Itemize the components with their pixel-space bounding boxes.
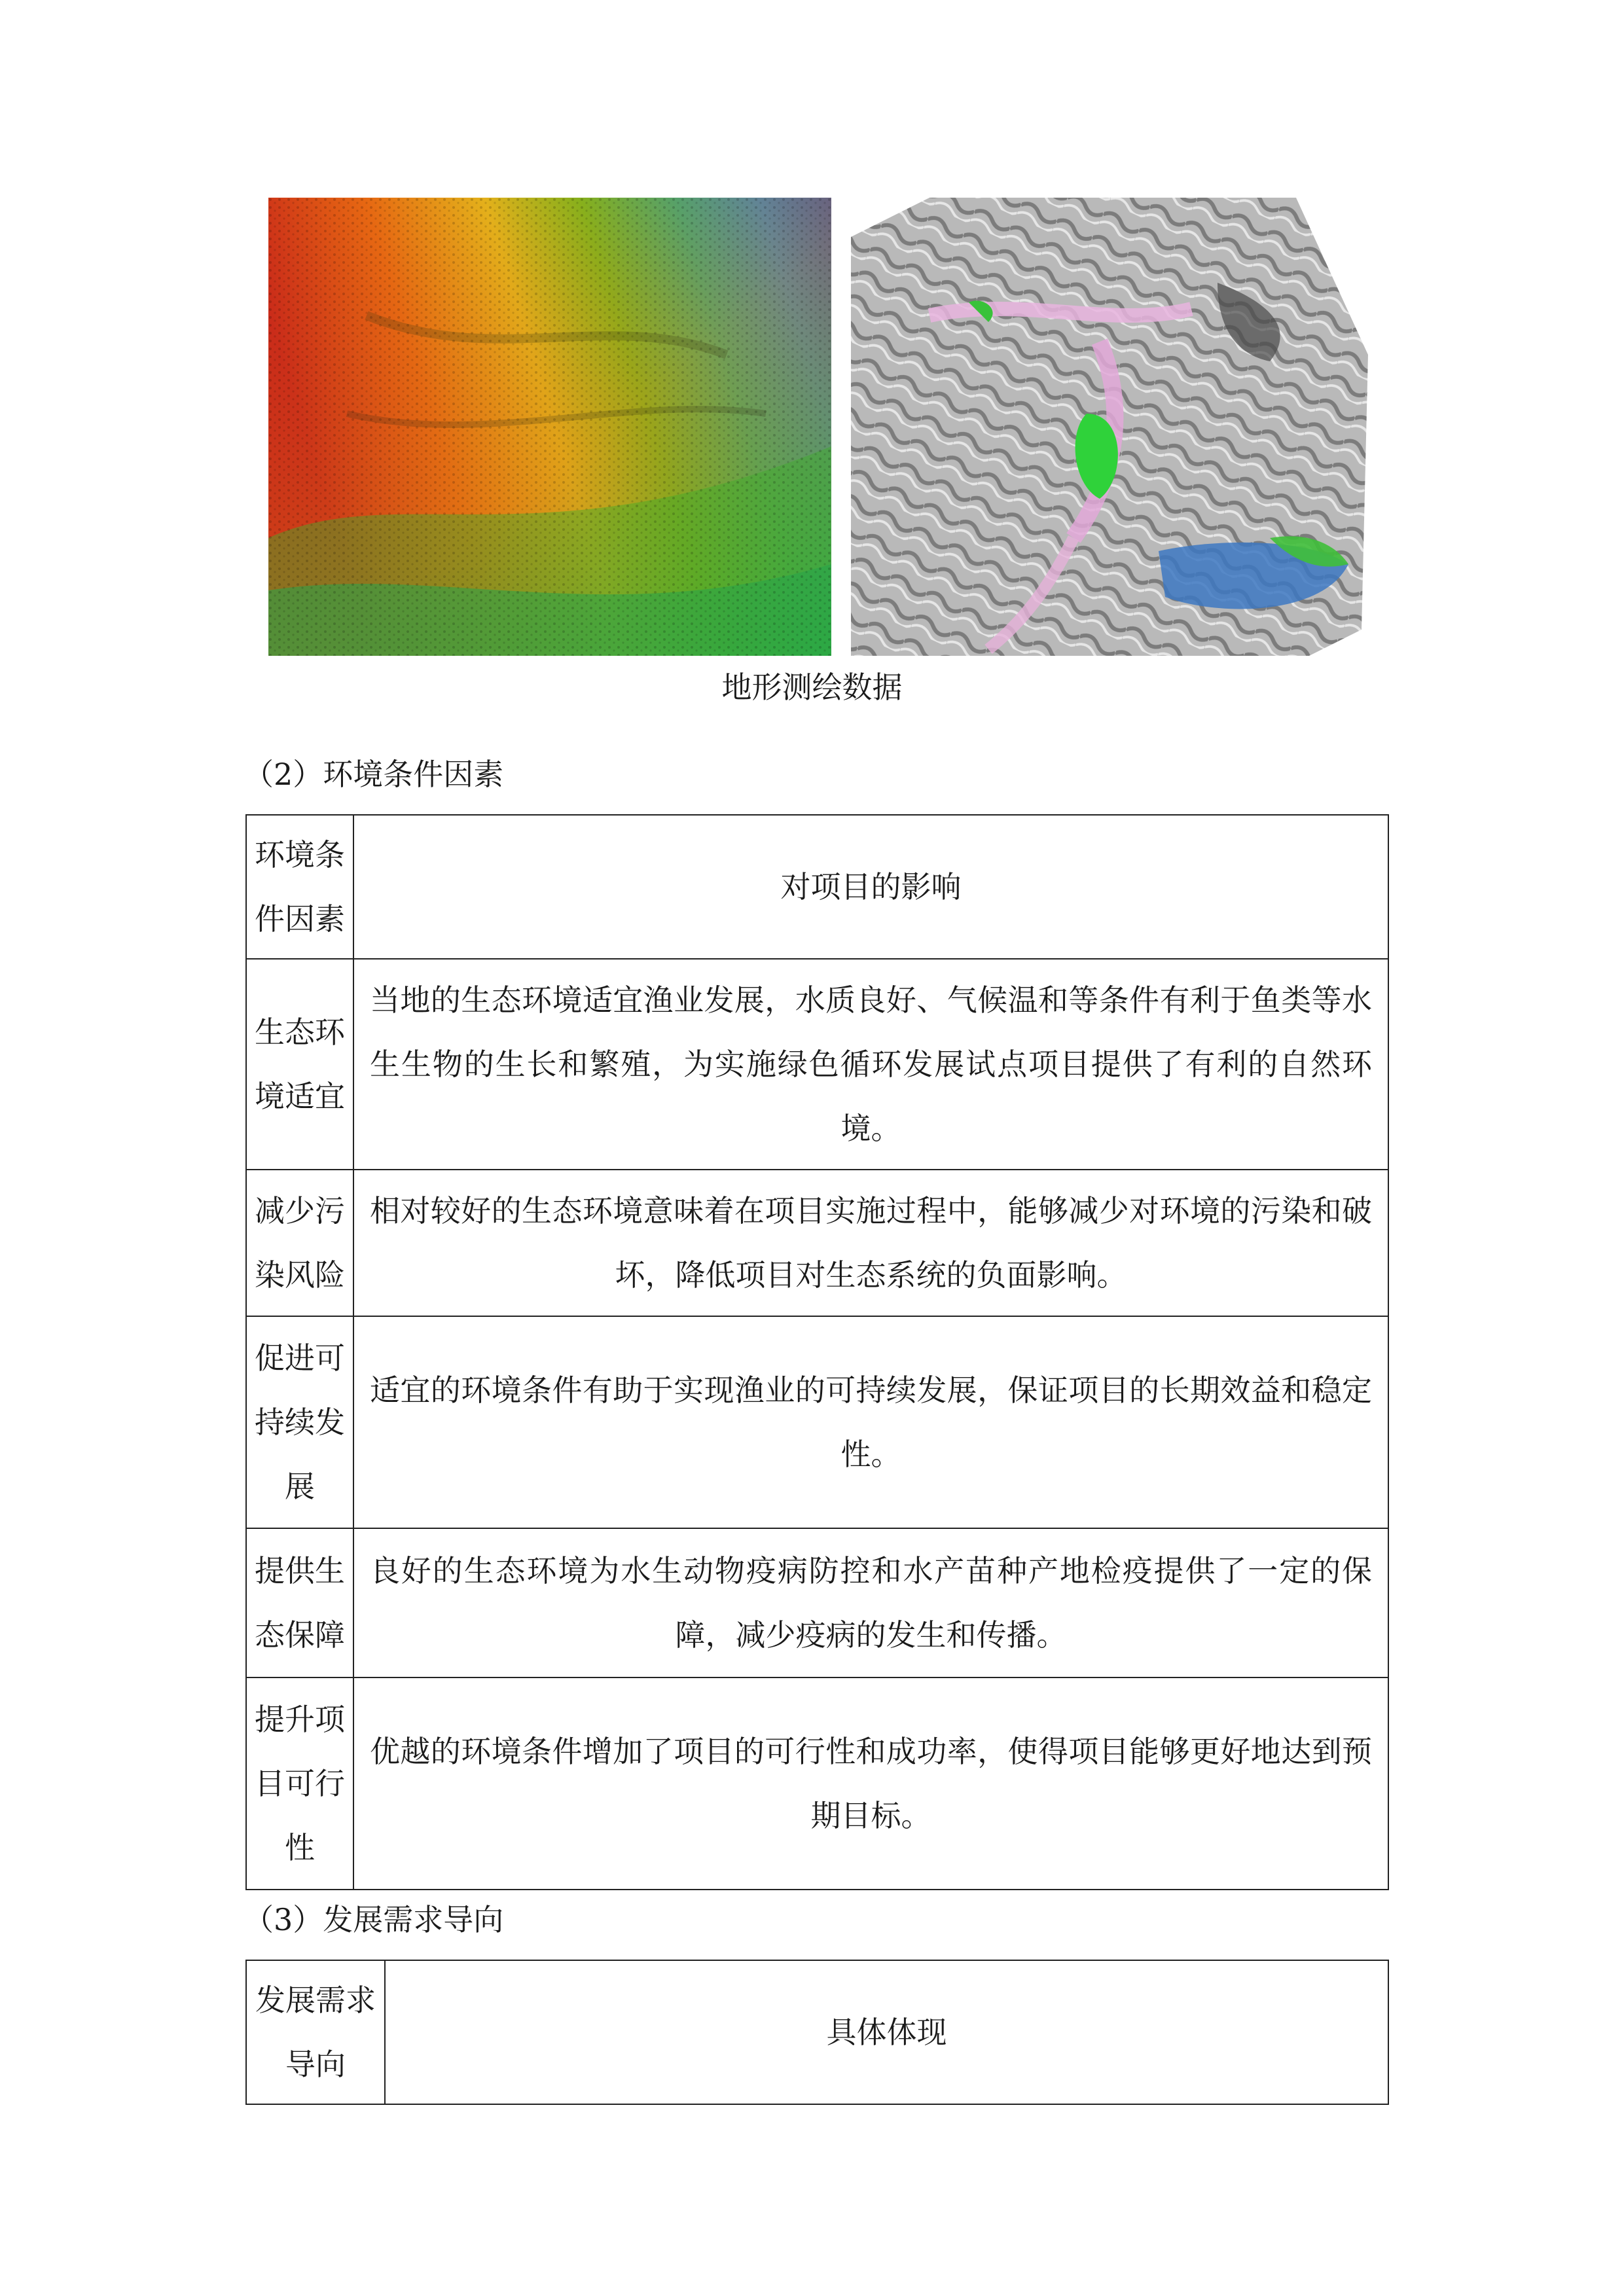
table-row xyxy=(246,1316,1388,1528)
header-cell-need: 发展需求导向 xyxy=(246,1960,385,2104)
terrain-land-use-map-image xyxy=(851,198,1368,656)
factor-cell: 促进可持续发展 xyxy=(246,1316,353,1528)
impact-cell: 相对较好的生态环境意味着在项目实施过程中，能够减少对环境的污染和破坏，降低项目对生态系统的负面影响。 xyxy=(370,1193,1372,1293)
impact-cell: 适宜的环境条件有助于实现渔业的可持续发展，保证项目的长期效益和稳定性。 xyxy=(370,1372,1372,1472)
table-row xyxy=(246,1677,1388,1890)
section-heading-environment: （2）环境条件因素 xyxy=(244,757,504,792)
table-header-row xyxy=(246,815,1388,959)
environment-factors-table xyxy=(245,814,1389,1890)
factor-cell: 提供生态保障 xyxy=(246,1528,353,1677)
table-row xyxy=(246,959,1388,1170)
factor-cell: 生态环境适宜 xyxy=(246,959,353,1170)
figure-caption: 地形测绘数据 xyxy=(721,670,903,705)
table-header-row xyxy=(246,1960,1388,2104)
factor-cell: 提升项目可行性 xyxy=(246,1677,353,1890)
table-row xyxy=(246,1528,1388,1677)
header-cell-manifestation: 具体体现 xyxy=(385,1960,1388,2104)
impact-cell: 优越的环境条件增加了项目的可行性和成功率，使得项目能够更好地达到预期目标。 xyxy=(370,1734,1372,1833)
impact-cell: 良好的生态环境为水生动物疫病防控和水产苗种产地检疫提供了一定的保障，减少疫病的发生和传播。 xyxy=(370,1553,1372,1653)
header-cell-impact: 对项目的影响 xyxy=(353,815,1388,959)
section-heading-development: （3）发展需求导向 xyxy=(244,1902,504,1937)
table-row xyxy=(246,1170,1388,1316)
impact-cell: 当地的生态环境适宜渔业发展，水质良好、气候温和等条件有利于鱼类等水生生物的生长和繁殖，为实施绿色循环发展试点项目提供了有利的自然环境。 xyxy=(370,982,1372,1146)
factor-cell: 减少污染风险 xyxy=(246,1170,353,1316)
elevation-map-image xyxy=(268,198,831,656)
header-cell-factor: 环境条件因素 xyxy=(246,815,353,959)
development-needs-table xyxy=(245,1960,1389,2105)
